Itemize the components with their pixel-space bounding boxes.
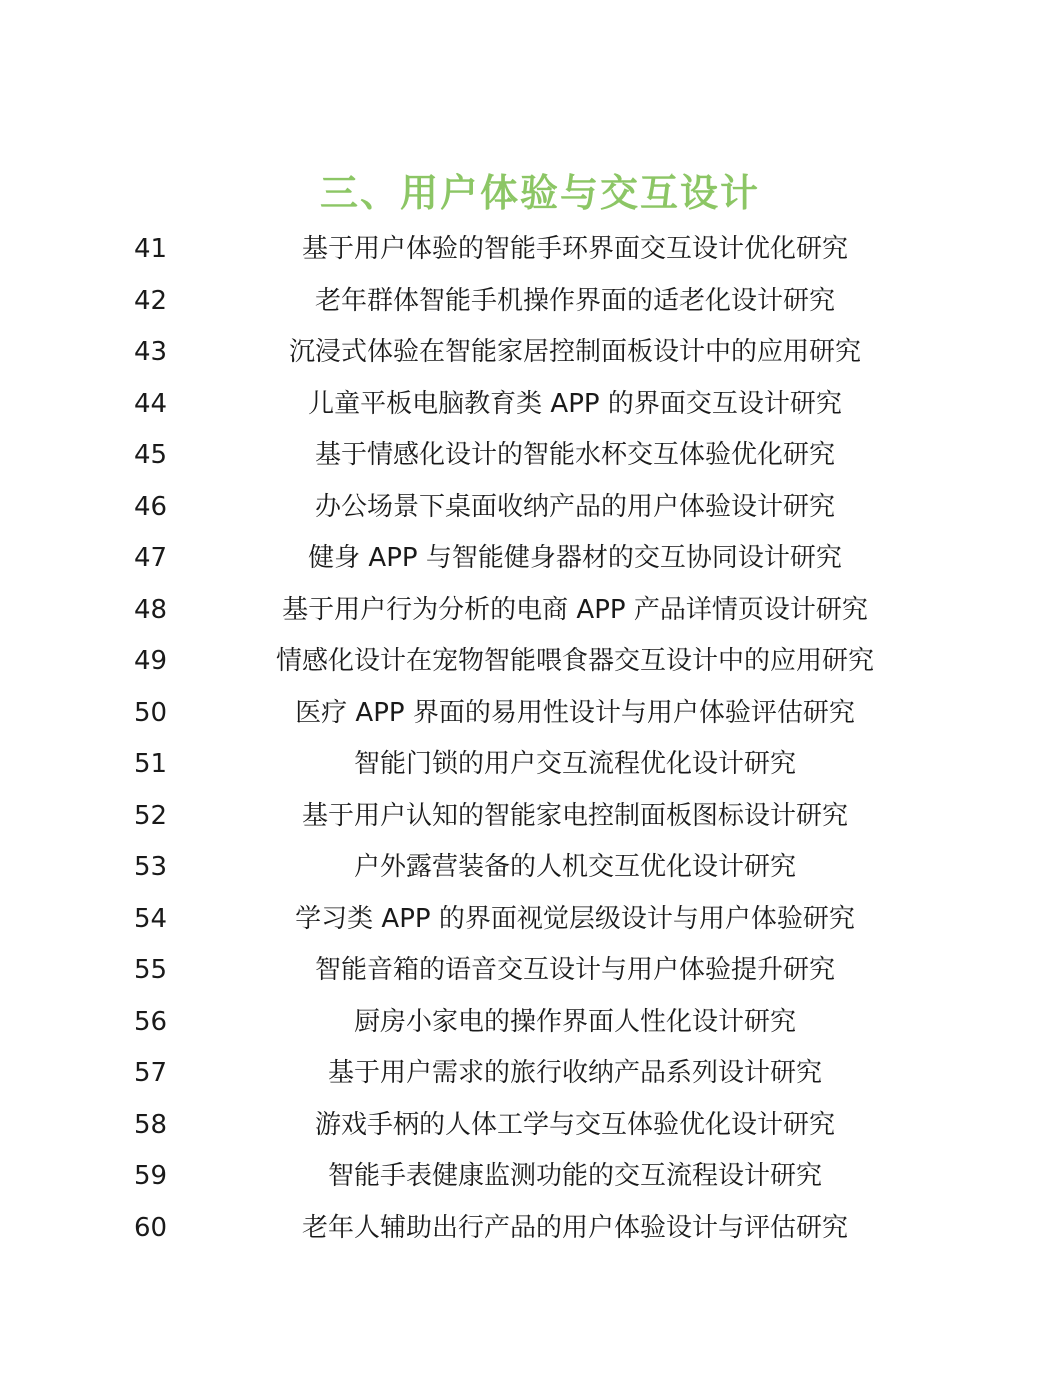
topic-title: 游戏手柄的人体工学与交互体验优化设计研究: [314, 1109, 835, 1140]
topic-number: 47: [134, 543, 168, 573]
topic-row: [0, 224, 1045, 276]
topic-number: 53: [134, 852, 168, 882]
topic-row: [0, 894, 1045, 946]
topic-title: 医疗 APP 界面的易用性设计与用户体验评估研究: [295, 697, 855, 728]
topic-row: [0, 482, 1045, 534]
topic-title: 健身 APP 与智能健身器材的交互协同设计研究: [308, 543, 842, 573]
topic-number: 44: [134, 388, 168, 419]
topic-title: 基于用户需求的旅行收纳产品系列设计研究: [327, 1058, 822, 1088]
topic-title: 情感化设计在宠物智能喂食器交互设计中的应用研究: [275, 646, 874, 676]
topic-number: 54: [134, 903, 168, 934]
topic-row: [0, 636, 1045, 688]
topic-row: [0, 945, 1045, 997]
topic-number: 57: [134, 1058, 168, 1088]
topic-row: [0, 842, 1045, 894]
topic-title: 沉浸式体验在智能家居控制面板设计中的应用研究: [288, 337, 861, 367]
topic-number: 42: [134, 285, 168, 316]
section-title: 三、用户体验与交互设计: [319, 171, 760, 215]
topic-row: [0, 1100, 1045, 1152]
topic-row: [0, 585, 1045, 637]
topic-row: [0, 1203, 1045, 1255]
topic-number: 52: [134, 800, 168, 831]
topic-row: [0, 997, 1045, 1049]
topic-row: [0, 276, 1045, 328]
topic-title: 智能门锁的用户交互流程优化设计研究: [353, 749, 796, 779]
topic-title: 厨房小家电的操作界面人性化设计研究: [353, 1006, 796, 1037]
topic-row: [0, 533, 1045, 585]
topic-number: 55: [134, 955, 168, 985]
topic-row: [0, 379, 1045, 431]
topic-number: 60: [134, 1212, 168, 1243]
topic-number: 58: [134, 1109, 168, 1140]
topic-row: [0, 688, 1045, 740]
topic-number: 50: [134, 697, 168, 728]
topic-number: 59: [134, 1161, 168, 1191]
topic-number: 51: [134, 749, 168, 779]
topic-title: 老年群体智能手机操作界面的适老化设计研究: [314, 285, 835, 316]
topic-number: 56: [134, 1006, 168, 1037]
topic-row: [0, 327, 1045, 379]
topic-title: 学习类 APP 的界面视觉层级设计与用户体验研究: [295, 903, 855, 934]
topic-row: [0, 791, 1045, 843]
topic-title: 智能音箱的语音交互设计与用户体验提升研究: [314, 955, 835, 985]
topic-row: [0, 1048, 1045, 1100]
topic-title: 儿童平板电脑教育类 APP 的界面交互设计研究: [308, 388, 842, 419]
topic-number: 45: [134, 440, 168, 470]
topic-title: 基于情感化设计的智能水杯交互体验优化研究: [314, 440, 835, 470]
topic-number: 48: [134, 594, 168, 625]
topic-list: [0, 224, 1045, 1254]
topic-title: 办公场景下桌面收纳产品的用户体验设计研究: [314, 491, 835, 522]
topic-number: 46: [134, 491, 168, 522]
topic-title: 老年人辅助出行产品的用户体验设计与评估研究: [301, 1212, 848, 1243]
topic-row: [0, 1151, 1045, 1203]
topic-title: 基于用户认知的智能家电控制面板图标设计研究: [301, 800, 848, 831]
topic-title: 智能手表健康监测功能的交互流程设计研究: [327, 1161, 822, 1191]
topic-title: 基于用户体验的智能手环界面交互设计优化研究: [301, 234, 848, 264]
topic-title: 户外露营装备的人机交互优化设计研究: [353, 852, 796, 882]
topic-number: 49: [134, 646, 168, 676]
topic-row: [0, 739, 1045, 791]
topic-number: 43: [134, 337, 168, 367]
topic-title: 基于用户行为分析的电商 APP 产品详情页设计研究: [282, 594, 868, 625]
topic-row: [0, 430, 1045, 482]
topic-number: 41: [134, 234, 168, 264]
